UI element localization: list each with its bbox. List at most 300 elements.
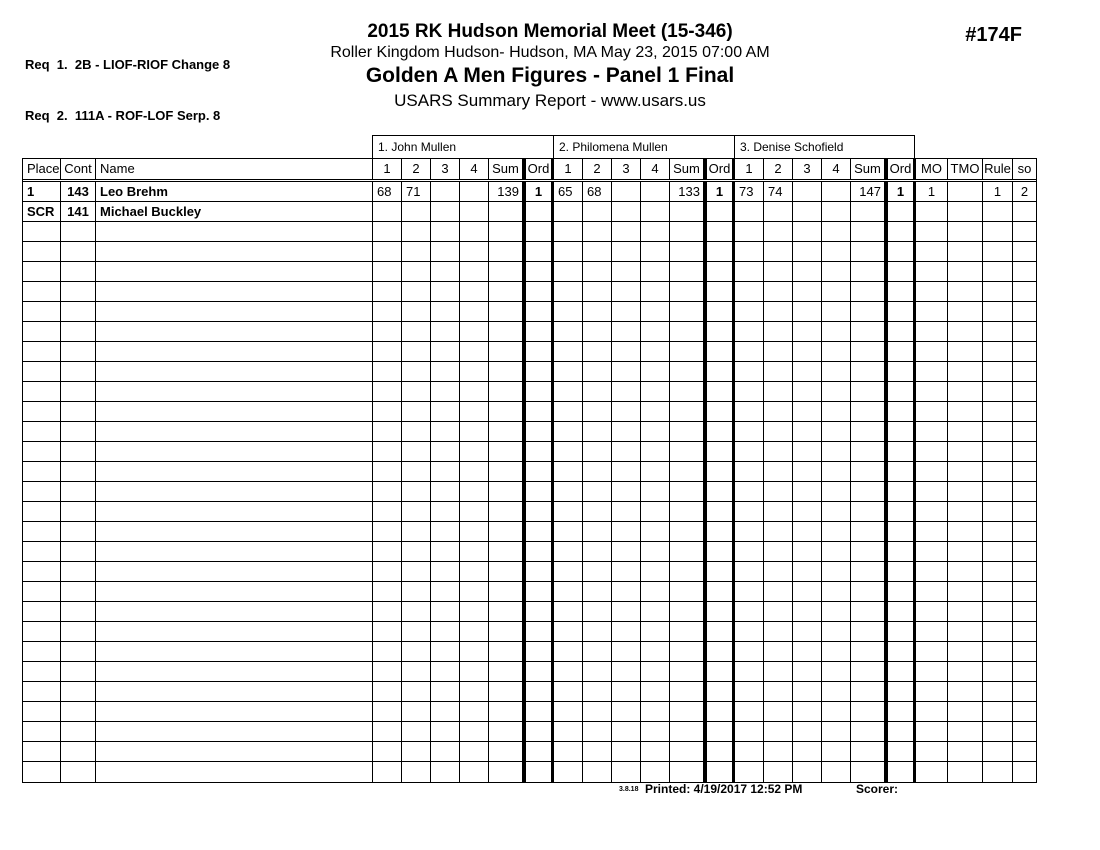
cell-sum (851, 582, 885, 601)
cell-score (402, 202, 431, 221)
cell-sum (851, 402, 885, 421)
column-header: so (1017, 161, 1032, 176)
cell-rule (983, 422, 1013, 441)
cell-mo (916, 462, 948, 481)
cell-score (583, 442, 612, 461)
cell-score (735, 542, 764, 561)
cell-ord (523, 742, 554, 761)
cell-ord (885, 722, 916, 741)
cell-sum (670, 462, 704, 481)
cell-score (402, 462, 431, 481)
cell-sum (851, 602, 885, 621)
cell-sum (670, 662, 704, 681)
cell-score (431, 642, 460, 661)
cell-tmo (948, 282, 983, 301)
cell-score (583, 662, 612, 681)
cell-tmo (948, 622, 983, 641)
cell-sum (851, 722, 885, 741)
cell-mo (916, 342, 948, 361)
cell-ord (704, 262, 735, 281)
cell-score (554, 562, 583, 581)
cell-sum (489, 202, 523, 221)
column-header: TMO (948, 159, 983, 179)
cell-score (764, 462, 793, 481)
cell-score (460, 202, 489, 221)
cell-score (641, 182, 670, 201)
cell-score (641, 402, 670, 421)
cell-sum (851, 622, 885, 641)
judge-header-cell: 3. Denise Schofield (734, 135, 915, 158)
cell-score (822, 442, 851, 461)
cell-score (793, 542, 822, 561)
cell-score (554, 662, 583, 681)
cell-name (96, 222, 373, 241)
cell-score (402, 702, 431, 721)
cell-ord (523, 402, 554, 421)
cell-place (23, 742, 61, 761)
cell-tmo (948, 582, 983, 601)
cell-sum (489, 342, 523, 361)
cell-sum (489, 562, 523, 581)
cell-score (764, 302, 793, 321)
cell-ord (704, 722, 735, 741)
cell-place: 1 (23, 182, 61, 201)
cell-score (373, 542, 402, 561)
cell-name (96, 742, 373, 761)
cell-ord (885, 562, 916, 581)
cell-score (735, 682, 764, 701)
cell-score (583, 722, 612, 741)
cell-so (1013, 742, 1036, 761)
cell-rule (983, 282, 1013, 301)
cell-place (23, 702, 61, 721)
cell-sum (670, 482, 704, 501)
cell-score (822, 582, 851, 601)
cell-score (583, 462, 612, 481)
event-title: Golden A Men Figures - Panel 1 Final (365, 64, 735, 88)
cell-score (554, 702, 583, 721)
cell-name (96, 302, 373, 321)
cell-score (735, 722, 764, 741)
cell-place (23, 462, 61, 481)
cell-ord (523, 682, 554, 701)
table-row (23, 322, 1036, 342)
judge-header-cell: 2. Philomena Mullen (553, 135, 734, 158)
cell-score (554, 282, 583, 301)
cell-rule (983, 202, 1013, 221)
cell-score (793, 442, 822, 461)
cell-sum (489, 302, 523, 321)
cell-tmo (948, 522, 983, 541)
cell-ord (704, 742, 735, 761)
cell-so (1013, 562, 1036, 581)
cell-cont (61, 262, 96, 281)
cell-place (23, 542, 61, 561)
cell-ord (523, 262, 554, 281)
cell-score (554, 542, 583, 561)
cell-score (460, 542, 489, 561)
cell-score (764, 482, 793, 501)
cell-ord (704, 502, 735, 521)
cell-ord (885, 302, 916, 321)
table-row (23, 342, 1036, 362)
cell-score (764, 342, 793, 361)
cell-sum (851, 222, 885, 241)
cell-score (735, 762, 764, 782)
cell-score (460, 522, 489, 541)
scorer-label: Scorer: (856, 782, 899, 796)
cell-score (822, 282, 851, 301)
cell-place (23, 562, 61, 581)
cell-place (23, 622, 61, 641)
cell-sum (670, 302, 704, 321)
cell-mo (916, 662, 948, 681)
cell-score (735, 262, 764, 281)
cell-score (822, 682, 851, 701)
cell-score (612, 322, 641, 341)
cell-ord: 1 (704, 182, 735, 201)
cell-ord (704, 462, 735, 481)
cell-score (764, 502, 793, 521)
cell-place (23, 682, 61, 701)
cell-score: 71 (402, 182, 431, 201)
cell-ord (885, 262, 916, 281)
cell-sum (670, 722, 704, 741)
cell-tmo (948, 342, 983, 361)
cell-so (1013, 522, 1036, 541)
cell-score (612, 702, 641, 721)
cell-score (402, 742, 431, 761)
cell-ord (704, 362, 735, 381)
cell-score (793, 202, 822, 221)
cell-score (373, 222, 402, 241)
cell-score (373, 282, 402, 301)
cell-score (402, 442, 431, 461)
cell-score (735, 322, 764, 341)
cell-score (612, 562, 641, 581)
cell-place (23, 262, 61, 281)
cell-score (431, 602, 460, 621)
cell-sum (670, 702, 704, 721)
cell-score (431, 762, 460, 782)
cell-ord (523, 722, 554, 741)
cell-so (1013, 662, 1036, 681)
column-header: 4 (641, 159, 670, 179)
cell-place (23, 322, 61, 341)
cell-score (402, 362, 431, 381)
cell-so (1013, 282, 1036, 301)
cell-so (1013, 302, 1036, 321)
cell-sum (489, 702, 523, 721)
cell-score: 65 (554, 182, 583, 201)
cell-place (23, 282, 61, 301)
table-row (23, 402, 1036, 422)
cell-ord (523, 522, 554, 541)
score-table (22, 135, 1037, 783)
cell-score (764, 642, 793, 661)
cell-score (822, 662, 851, 681)
cell-sum (851, 442, 885, 461)
cell-score (431, 362, 460, 381)
cell-sum (851, 682, 885, 701)
cell-sum (851, 742, 885, 761)
cell-score (641, 262, 670, 281)
cell-score (793, 242, 822, 261)
cell-score (402, 522, 431, 541)
cell-sum (670, 202, 704, 221)
cell-sum (489, 502, 523, 521)
cell-score (431, 282, 460, 301)
cell-tmo (948, 762, 983, 782)
cell-score (612, 602, 641, 621)
cell-sum (851, 302, 885, 321)
cell-score (764, 322, 793, 341)
cell-score (460, 362, 489, 381)
cell-name (96, 642, 373, 661)
cell-sum (489, 522, 523, 541)
cell-score (402, 242, 431, 261)
cell-score (764, 722, 793, 741)
cell-sum (670, 562, 704, 581)
cell-score (612, 362, 641, 381)
cell-name (96, 522, 373, 541)
cell-score (402, 482, 431, 501)
cell-score (641, 422, 670, 441)
cell-score (793, 302, 822, 321)
cell-score (431, 182, 460, 201)
cell-score (612, 202, 641, 221)
cell-score (641, 762, 670, 782)
cell-score (373, 202, 402, 221)
cell-rule (983, 242, 1013, 261)
cell-mo (916, 262, 948, 281)
cell-score: 74 (764, 182, 793, 201)
cell-tmo (948, 702, 983, 721)
cell-sum (489, 362, 523, 381)
cell-score (402, 322, 431, 341)
cell-score (460, 382, 489, 401)
cell-so: 2 (1020, 184, 1029, 199)
column-header: 2 (764, 159, 793, 179)
cell-ord (523, 762, 554, 782)
cell-score (764, 662, 793, 681)
cell-score (431, 202, 460, 221)
cell-score (402, 762, 431, 782)
cell-sum (851, 642, 885, 661)
cell-tmo (948, 422, 983, 441)
cell-tmo (948, 462, 983, 481)
cell-rule (983, 542, 1013, 561)
cell-score (460, 402, 489, 421)
cell-score (764, 382, 793, 401)
cell-score (641, 302, 670, 321)
cell-score (735, 222, 764, 241)
cell-so (1013, 542, 1036, 561)
cell-score (583, 362, 612, 381)
cell-score (583, 742, 612, 761)
cell-sum (489, 422, 523, 441)
cell-score (793, 402, 822, 421)
cell-score (735, 302, 764, 321)
cell-rule (983, 722, 1013, 741)
report-type-line: USARS Summary Report - www.usars.us (394, 91, 706, 111)
cell-rule (983, 602, 1013, 621)
cell-score (822, 702, 851, 721)
cell-score (583, 762, 612, 782)
cell-name (96, 622, 373, 641)
cell-ord (704, 342, 735, 361)
cell-score (764, 362, 793, 381)
cell-place (23, 582, 61, 601)
cell-score (460, 622, 489, 641)
cell-score (431, 342, 460, 361)
cell-score (431, 542, 460, 561)
cell-score (554, 222, 583, 241)
cell-sum (851, 202, 885, 221)
cell-rule (983, 302, 1013, 321)
table-row (23, 482, 1036, 502)
cell-score (641, 662, 670, 681)
cell-sum: 139 (489, 182, 523, 201)
cell-mo (916, 302, 948, 321)
cell-score (460, 702, 489, 721)
cell-score (373, 622, 402, 641)
cell-ord (704, 762, 735, 782)
cell-score (822, 202, 851, 221)
cell-score (612, 282, 641, 301)
cell-score (431, 582, 460, 601)
judge-header-row (372, 135, 915, 158)
cell-sum (489, 722, 523, 741)
printed-label: Printed: 4/19/2017 12:52 PM (645, 782, 803, 796)
cell-score (583, 702, 612, 721)
cell-score (583, 642, 612, 661)
cell-score (612, 442, 641, 461)
cell-score (793, 522, 822, 541)
cell-sum (670, 242, 704, 261)
cell-score (764, 762, 793, 782)
cell-score (373, 462, 402, 481)
cell-score (735, 442, 764, 461)
cell-ord (523, 322, 554, 341)
table-row (23, 602, 1036, 622)
cell-score (641, 342, 670, 361)
cell-score (554, 602, 583, 621)
cell-score (822, 522, 851, 541)
cell-score (460, 502, 489, 521)
cell-score (735, 622, 764, 641)
cell-score (764, 602, 793, 621)
cell-score (373, 562, 402, 581)
cell-score (373, 482, 402, 501)
cell-so (1013, 602, 1036, 621)
cell-so (1013, 642, 1036, 661)
cell-score (641, 282, 670, 301)
venue-line: Roller Kingdom Hudson- Hudson, MA May 23, 2015 07:00 AM (330, 43, 770, 61)
cell-so (1013, 622, 1036, 641)
table-row (23, 722, 1036, 742)
cell-score (373, 402, 402, 421)
cell-score (373, 642, 402, 661)
cell-ord (523, 242, 554, 261)
cell-score (373, 502, 402, 521)
column-header: 2 (402, 159, 431, 179)
column-header: Ord (523, 159, 554, 179)
table-row (23, 242, 1036, 262)
cell-score (764, 222, 793, 241)
cell-name (96, 702, 373, 721)
cell-place (23, 642, 61, 661)
cell-score (612, 582, 641, 601)
cell-score (822, 342, 851, 361)
cell-score (431, 302, 460, 321)
cell-tmo (948, 302, 983, 321)
cell-score (431, 482, 460, 501)
cell-score (554, 342, 583, 361)
cell-so (1013, 422, 1036, 441)
cell-rule (983, 682, 1013, 701)
cell-sum (851, 702, 885, 721)
table-row (23, 662, 1036, 682)
cell-so (1013, 682, 1036, 701)
cell-score (402, 502, 431, 521)
cell-so (1013, 442, 1036, 461)
cell-score (431, 662, 460, 681)
cell-score (583, 342, 612, 361)
cell-score (822, 262, 851, 281)
column-header: 3 (612, 159, 641, 179)
cell-tmo (948, 682, 983, 701)
cell-score (373, 762, 402, 782)
cell-ord (885, 402, 916, 421)
cell-score (612, 542, 641, 561)
cell-score (373, 722, 402, 741)
cell-cont (61, 742, 96, 761)
cell-name: Leo Brehm (96, 182, 373, 201)
cell-score (460, 182, 489, 201)
cell-so (1013, 482, 1036, 501)
cell-name (96, 682, 373, 701)
cell-sum (670, 542, 704, 561)
cell-score (735, 242, 764, 261)
cell-score (764, 682, 793, 701)
cell-ord (704, 642, 735, 661)
cell-score (554, 422, 583, 441)
cell-score (431, 322, 460, 341)
cell-tmo (948, 482, 983, 501)
cell-cont (61, 482, 96, 501)
cell-ord (704, 602, 735, 621)
cell-score (583, 602, 612, 621)
cell-score (583, 302, 612, 321)
cell-score (764, 582, 793, 601)
cell-ord (704, 322, 735, 341)
cell-score (764, 402, 793, 421)
cell-sum (489, 482, 523, 501)
cell-sum (851, 382, 885, 401)
cell-mo (916, 602, 948, 621)
cell-ord (885, 522, 916, 541)
cell-score (764, 282, 793, 301)
cell-tmo (948, 542, 983, 561)
cell-score (402, 282, 431, 301)
cell-cont (61, 682, 96, 701)
cell-score (583, 522, 612, 541)
column-header: 4 (822, 159, 851, 179)
cell-name (96, 282, 373, 301)
cell-tmo (948, 202, 983, 221)
cell-score (554, 402, 583, 421)
